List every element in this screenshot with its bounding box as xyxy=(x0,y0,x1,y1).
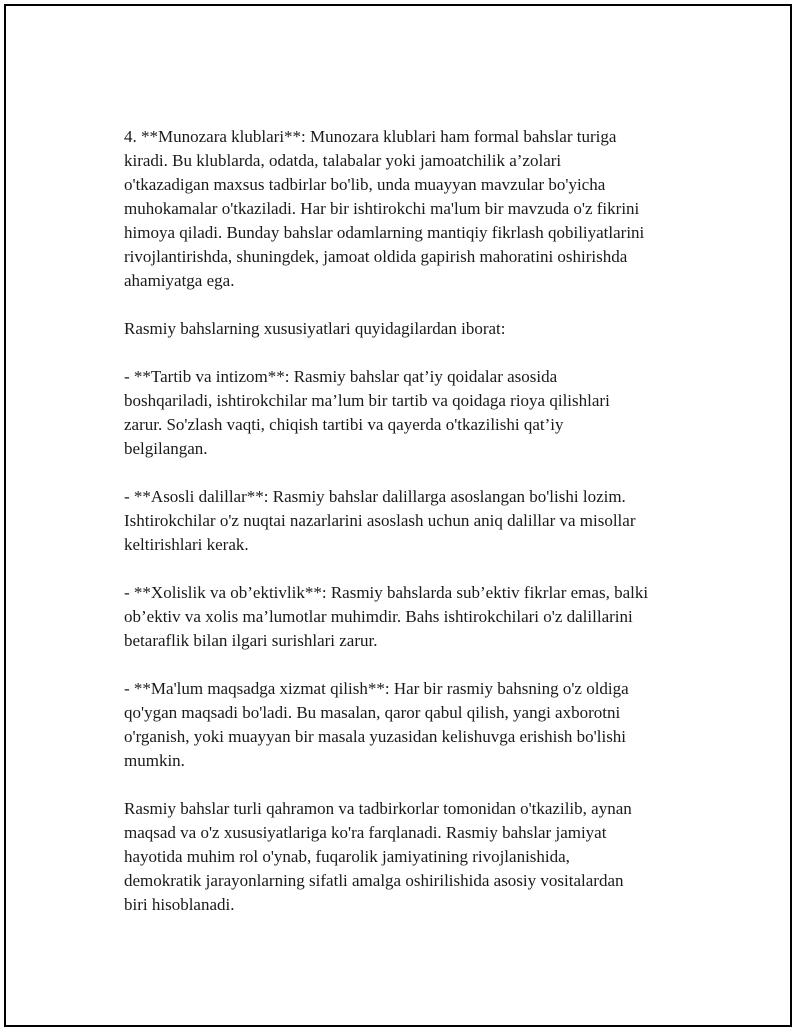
paragraph-conclusion: Rasmiy bahslar turli qahramon va tadbirkorlar tomonidan o'tkazilib, aynan maqsad va o'z xususiyatlariga ko'ra farqlanadi. Rasmiy bahslar jamiyat hayotida muhim rol o'ynab, fuqarolik jamiyatining rivojlanishida, demokratik jarayonlarning sifatli amalga oshirilishida asosiy vositalardan biri hisoblanadi. xyxy=(124,799,632,914)
paragraph-debate-clubs: 4. **Munozara klublari**: Munozara klublari ham formal bahslar turiga kiradi. Bu klublarda, odatda, talabalar yoki jamoatchilik a’zolari o'tkazadigan maxsus tadbirlar bo'lib, unda muayyan mavzular bo'yicha muhokamalar o'tkaziladi. Har bir ishtirokchi ma'lum bir mavzuda o'z fikrini himoya qiladi. Bunday bahslar odamlarning mantiqiy fikrlash qobiliyatlarini rivojlantirishda, shuningdek, jamoat oldida gapirish mahoratini oshirishda ahamiyatga ega. xyxy=(124,127,645,290)
page-frame xyxy=(4,4,792,1027)
paragraph-features-intro: Rasmiy bahslarning xususiyatlari quyidagilardan iborat: xyxy=(124,319,506,338)
document-body xyxy=(124,125,704,917)
list-item-evidence: - **Asosli dalillar**: Rasmiy bahslar dalillarga asoslangan bo'lishi lozim. Ishtirokchilar o'z nuqtai nazarlarini asoslash uchun aniq dalillar va misollar keltirishlari kerak. xyxy=(124,487,636,554)
list-item-order-discipline: - **Tartib va intizom**: Rasmiy bahslar qat’iy qoidalar asosida boshqariladi, ishtirokchilar ma’lum bir tartib va qoidaga rioya qilishlari zarur. So'zlash vaqti, chiqish tartibi va qayerda o'tkazilishi qat’iy belgilangan. xyxy=(124,367,610,458)
list-item-objectivity: - **Xolislik va ob’ektivlik**: Rasmiy bahslarda sub’ektiv fikrlar emas, balki ob’ektiv va xolis ma’lumotlar muhimdir. Bahs ishtirokchilari o'z dalillarini betaraflik bilan ilgari surishlari zarur. xyxy=(124,583,649,650)
list-item-purpose: - **Ma'lum maqsadga xizmat qilish**: Har bir rasmiy bahsning o'z oldiga qo'ygan maqsadi bo'ladi. Bu masalan, qaror qabul qilish, yangi axborotni o'rganish, yoki muayyan bir masala yuzasidan kelishuvga erishish bo'lishi mumkin. xyxy=(124,679,629,770)
